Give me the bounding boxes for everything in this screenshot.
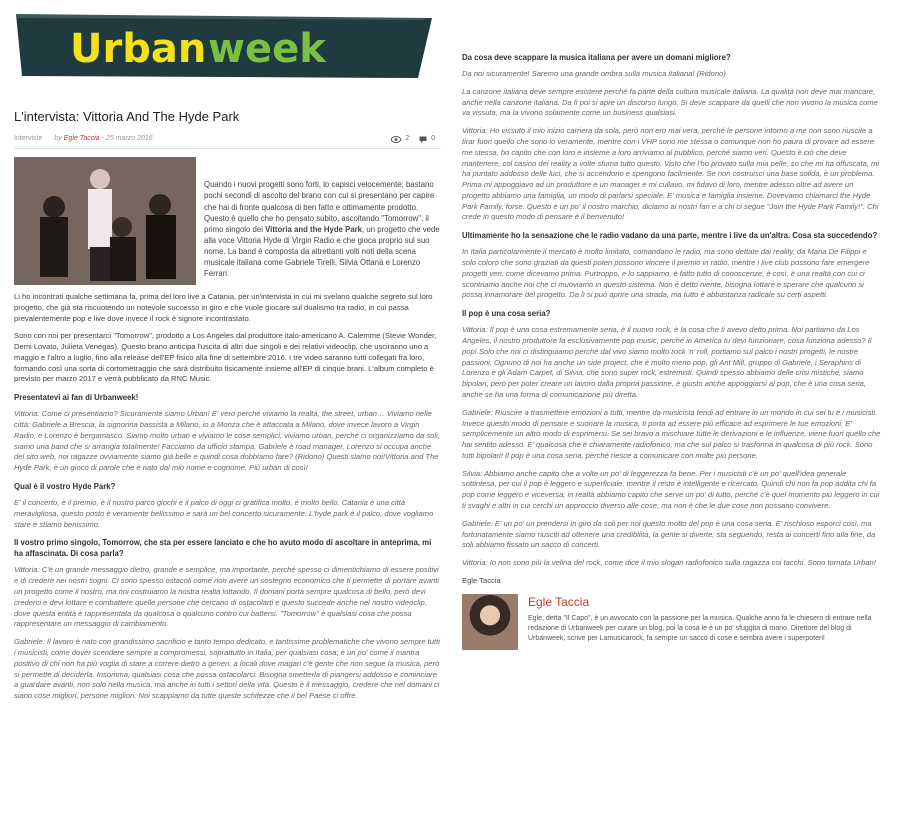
- article-date: - 25 marzo 2016: [101, 135, 153, 143]
- category-link[interactable]: Interviste: [14, 135, 43, 143]
- comments-count[interactable]: 0: [431, 135, 435, 143]
- intro-band-name: Vittoria and the Hyde Park: [265, 224, 363, 234]
- answer-6: La canzone italiana deve sempre esistere perché fa parte della cultura musicale italiana. La qualità non deve mai mancare, anche nella canzone italiana. Da lì poi si apre un discorso lungo. Si deve scappare da quelli che non vivono la musica come va vissuta, ma la vivono solamente come un business qualsiasi.: [462, 86, 878, 118]
- author-bio: [462, 594, 882, 650]
- comment-icon[interactable]: [419, 136, 427, 143]
- bio-text: Egle, detta "Il Capo", è un avvocato con la passione per la musica. Qualche anno fa le chiesero di entrare nella redazione di Urbanweek per curare un blog, poi la cosa le è un po' sfuggita di mano. Direttore del blog di Urbanweek, scrive per Lamusicarock, fa sempre un sacco di cose e sembra avere i superpoteri!: [528, 614, 872, 642]
- answer-9: Vittoria: Il pop è una cosa estremamente seria, è il nuovo rock, è la cosa che ti avevo detto prima. Noi partiamo da Los Angeles, il nostro produttore fa esclusivamente pop music, perché in America tu devi funzionare, cosa funziona adesso? Il pop! Solo che noi ci distinguiamo perché dal vivo siamo molto rock 'n' roll, portiamo sul palco i nostri progetti, le nostre passioni. Ognuno di noi ha anche un side project, che è molto meno pop, gli Ant Mill, gruppo di Gabriele, i Seraphins di Lorenzo e gli Adam Carpet, di Silvia, che sono super rock, estremisti. Quindi spesso abbiamo delle crisi mistiche, siamo bipolari, però per poter creare un lavoro dalla propria passione, è giusto anche appoggiarsi al pop, che è una cosa seria, anche se ha una forma di comunicazione più diretta.: [462, 325, 872, 399]
- bio-author-name[interactable]: Egle Taccia: [528, 594, 590, 609]
- views-count: 2: [405, 135, 410, 143]
- answer-10: Gabriele: Riuscire a trasmettere emozioni a tutti, mentre da musicista tendi ad entrare in un mondo in cui sei tu e i musicisti. Invece questo modo di pensare e suonare la musica, ti porta ad essere più efficace ad esprimere le tue emozioni. E' semplicemente un altro modo di esprimersi. Se sei bravo a mischiare tutte le derivazioni e le influenze, viene fuori quello che hai sentito adesso. E' qualcosa che è chiaramente radiofonico, ma che sul palco si trasforma in qualcosa di più rock. Sono tutti bipolari! Il pop è una cosa seria, perché riesce a comunicare con molte più persone.: [462, 407, 881, 460]
- answer-11: Silvia: Abbiamo anche capito che a volte un po' di leggerezza fa bene. Per i musicisti c'è un po' quell'idea generale sottintesa, per cui il pop è leggero e superficiale, mentre il resto è intelligente e ricercato. Quindi chi non fa pop addita chi fa pop come leggero e viceversa; in realtà abbiamo capito che serve un po' di tutto, perché c'è quel momento più leggero in cui ti svaghi e altri in cui cerchi un approccio diverso alle cose, ma non è che le due cose non possano convivere.: [462, 468, 880, 510]
- band-photo: [14, 157, 196, 285]
- question-1: Presentatevi ai fan di Urbanweek!: [14, 393, 139, 403]
- question-2: Qual è il vostro Hyde Park?: [14, 481, 116, 491]
- question-5: Ultimamente ho la sensazione che le radio vadano da una parte, mentre i live da un'altra. Cosa sta succedendo?: [462, 231, 878, 241]
- article-right-column: [462, 50, 882, 650]
- logo-week: week: [208, 26, 326, 72]
- answer-1: Vittoria: Come ci presentiamo? Sicuramente siamo Urban! E' vero perché viviamo la realtà, the street, urban… Viviamo nelle città: Gabriele a Brescia, la signorina bassista a Milano, io a Monza che è attaccata a Milano, dove invece lavoro a Virgin Radio, e Lorenzo è bergamasco. Siamo molto urban e viviamo le cose semplici, viviamo urban, perché ci organizziamo da soli, siamo una band che si arrangia totalmente! Facciamo da ufficio stampa, Gabriele è road manager, Lorenzo si occupa anche del sito web, noi ragazze ovviamente siamo già belle e quindi cosa dobbiamo fare? (Ridono) Questi siamo noi!Vittoria and The Hyde Park, è un gioco di parole che è nato dal mio nome e cognome. Più urban di così!: [14, 409, 440, 473]
- answer-5: Da noi sicuramente! Saremo una grande ombra sulla musica italiana! (Ridono): [462, 69, 726, 79]
- answer-7: Vittoria: Ho vissuto il mio inizio carriera da sola, però non ero mai vera, perché le persone intorno a me non sono riuscite a tirar fuori quello che sono io veramente, mentre con i VHP sono me stessa o comunque non ho paura di provare ad essere me stessa, ho capito che con loro e insieme a loro arriviamo al pubblico, perché siamo veri. Questo è ciò che deve mantenere, col casino dei reality a volte sfuma tutto questo. Visto che l'ho provato sulla mia pelle, so che mi ha offuscata, mi ha puntato addosso delle luci, che si accendono e spengono facilmente. Se non costruisci una base solida, è un problema. Prima mi appoggiavo ad un produttore e un manager e mi cullavo, mi fidavo di loro, mentre adesso oltre ad avere un progetto abbiamo una famiglia, un modo di parlarsi speciale. E' musica e famiglia insieme. Dovevamo chiamarci the Hyde Park Family, forse. Questo è un po' il nostro marchio, diciamo ai nostri fan e a chi ci segue "Join the Hyde Park Family!". Chi crede in questo modo di pensare è il benvenuto!: [462, 126, 880, 222]
- author-link[interactable]: Egle Taccia: [63, 135, 100, 143]
- eye-icon: [391, 136, 401, 143]
- by-label: by: [54, 135, 62, 143]
- signature: Egle Taccia: [462, 575, 501, 585]
- question-3: Il vostro primo singolo, Tomorrow, che sta per essere lanciato e che ho avuto modo di ascoltare in anteprima, mi ha affascinata. Di cosa parla?: [14, 538, 432, 559]
- article-stats: [391, 134, 441, 144]
- article-intro: [14, 157, 441, 286]
- paragraph-3: Sono con noi per presentarci "Tomorrow", prodotto a Los Angeles dal produttore italo-americano A. Calemme (Stevie Wonder, Demi Lovato, Julieta Venegas). Questo brano anticipa l'uscita di altri due singoli e dei relativi videoclip, che usciranno uno a maggio e l'altro a luglio, fino alla release dell'EP fisico alla fine di settembre 2016. I tre video saranno tutti collegati fra loro, formando così una sorta di cortometraggio che sarà distribuito fisicamente insieme all'EP di cinque brani. L'album completo è previsto per marzo 2017 e verrà pubblicato da RNC Music.: [14, 331, 437, 384]
- article-left-column: [14, 108, 441, 709]
- question-4: Da cosa deve scappare la musica italiana per avere un domani migliore?: [462, 53, 731, 62]
- answer-12: Gabriele: E' un po' un prendersi in giro da soli per noi questo motto del pop è una cosa seria. E' rischioso esporci così, ma fortunatamente siamo riusciti ad ottenere una credibilità, la gente si diverte, sta seguendo, resta ai concerti fino alla fine, da soli abbiamo fissato un sacco di concerti.: [462, 518, 876, 550]
- intro-text-b: , un progetto che vede alla voce Vittoria Hyde di Virgin Radio e che gioca proprio sul suo nome. La band è composta da altrettanti volti noti della scena musicale italiana come Gabriele Tirelli, Silvia Ottanà e Lorenzo Ferrari.: [204, 224, 440, 278]
- answer-13: Vittoria: Io non sono più la velina del rock, come dice il mio slogan radiofonico sulla ragazza coi tacchi. Sono tornata Urban!: [462, 558, 876, 568]
- answer-2: E' il concerto, è il premio, è il nostro parco giochi e il palco di oggi ci gratifica molto, è molto bello. Catania è una città meravigliosa, questo posto è veramente bellissimo e sarà un bel concerto sicuramente. L'hyde park è il palco, dove vogliamo stare e stiamo benissimo.: [14, 498, 434, 529]
- intro-text-a: Quando i nuovi progetti sono forti, lo capisci velocemente; bastano pochi secondi di ascolto del brano con cui si presentano per capire che hai di fronte qualcosa di ben fatto e ottimamente prodotto. Questo è quello che ho pensato subito, ascoltando "Tomorrow", il primo singolo dei: [204, 180, 435, 234]
- site-logo-banner[interactable]: [12, 10, 432, 82]
- question-6: Il pop è una cosa seria?: [462, 309, 551, 319]
- logo-urban: Urban: [70, 26, 207, 72]
- answer-3: Vittoria: C'è un grande messaggio dietro, grande e semplice, ma importante, perché spesso ci dimentichiamo di essere positivi e di credere nei nostri sogni. Ci sono spesso ostacoli come non avere un sostegno economico che ti permette di portare avanti un progetto come il nostro, ma noi costruiamo la nostra realtà lottando. Il domani porta sempre qualcosa di bello, però devi crederci e devi lottare e combattere quelle persone che cercano di ostacolarti e questo succede anche nel nostro videoclip, dove questa entità è rappresentata da qualcosa o qualcuno contro cui battersi. "Tomorrow" è qualsiasi cosa che possa rappresentare un messaggio di cambiamento.: [14, 565, 440, 629]
- article-title: L'intervista: Vittoria And The Hyde Park: [14, 109, 240, 124]
- paragraph-2: Li ho incontrati qualche settimana fa, prima del loro live a Catania, per un'intervista in cui mi svelano qualche segreto sul loro progetto, che già sta riscuotendo un notevole successo in giro e che vuole giocare sul dualismo tra radio, in cui passa prevalentemente pop e live dove invece il rock è signore incontrastato.: [14, 291, 433, 323]
- answer-8: In Italia particolarmente il mercato è molto limitato, comandano le radio, ma sono dettate dai reality, da Maria De Filippi e solo coloro che sono graziati da questi poteri possono vincere il premio in radio, mentre i live club possono fare emergere progetti veri, come dicevamo prima. Purtroppo, e lo sappiamo, è fatto tutto di conoscenze, è così, è una realtà con cui ci scontriamo anche noi che ci muoviamo in questo sistema. Non è detto niente, bisogna lottare e sperare che qualcuno si possa innamorare del progetto. Da lì si può aprire una strada, ma tutto è abbastanza radicale su certi aspetti.: [462, 247, 870, 300]
- answer-4: Gabriele: Il lavoro è nato con grandissimo sacrificio e tanto tempo dedicato, e tantissime problematiche che vivono sempre tutti i musicisti, come dover scendere sempre a compromessi, soprattutto in Italia, per qualsiasi cosa; è un po' come il mantra positivo di chi non ha più voglia di stare a correre dietro a generi, a locali dove magari c'è gente che non segue la musica, però si permette di deciderla. Insomma, qualsiasi cosa che possa ostacolarci. Bisogna smetterla di piangersi addosso e cominciare a guardare avanti, non solo nella musica, ma anche in tutti i settori della vita. Questo è il messaggio, credere che nel domani ci siano cose migliori, persone migliori. Noi scappiamo da tutte queste schifezze che il bel Paese ci offre.: [14, 637, 440, 701]
- author-avatar: [462, 594, 518, 650]
- article-meta: [14, 134, 441, 149]
